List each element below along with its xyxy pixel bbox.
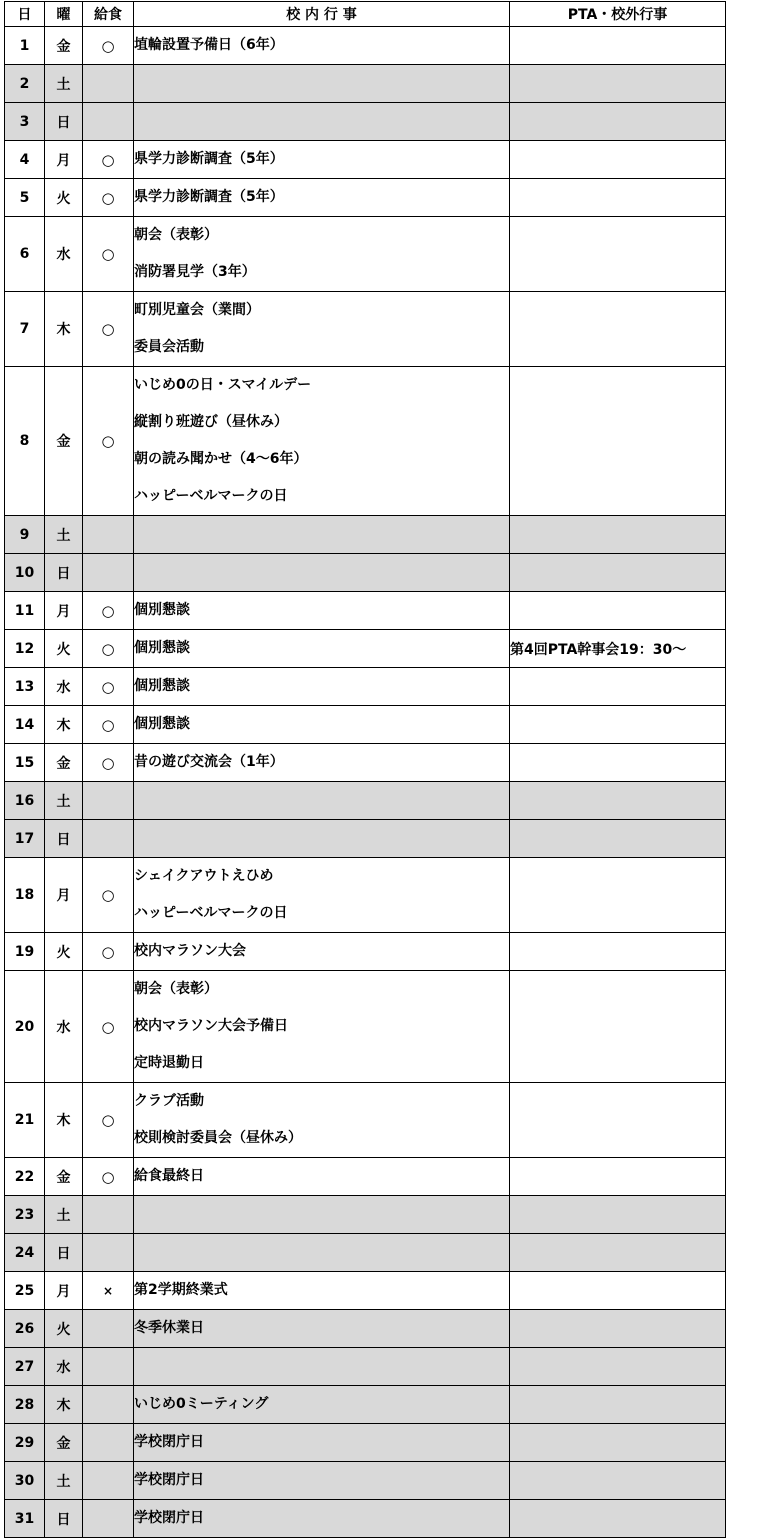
schedule-row (5, 141, 726, 179)
school-event-item: 県学力診断調査（5年） (134, 189, 284, 205)
day-cell: 15 (5, 744, 45, 782)
day-cell: 26 (5, 1310, 45, 1348)
day-cell: 22 (5, 1158, 45, 1196)
schedule-row (5, 179, 726, 217)
school-event-item: 朝の読み聞かせ（4～6年） (134, 451, 308, 467)
schedule-row (5, 1310, 726, 1348)
school-events-cell (134, 858, 510, 933)
school-event-item: 冬季休業日 (134, 1320, 204, 1336)
lunch-cell (83, 27, 134, 65)
weekday-cell: 金 (45, 367, 83, 516)
school-events-cell (134, 1083, 510, 1158)
weekday-cell: 土 (45, 782, 83, 820)
pta-events-cell (510, 292, 726, 367)
header-school-events: 校 内 行 事 (134, 2, 510, 27)
lunch-mark: ○ (101, 886, 115, 904)
lunch-mark: ○ (101, 601, 115, 620)
lunch-cell (83, 971, 134, 1083)
weekday-cell: 土 (45, 516, 83, 554)
day-cell: 17 (5, 820, 45, 858)
day-cell: 19 (5, 933, 45, 971)
schedule-row (5, 630, 726, 668)
lunch-cell (83, 516, 134, 554)
school-events-cell (134, 27, 510, 65)
header-row (5, 2, 726, 27)
day-cell: 10 (5, 554, 45, 592)
school-events-cell (134, 971, 510, 1083)
school-events-cell (134, 933, 510, 971)
schedule-row (5, 1196, 726, 1234)
pta-events-cell (510, 1158, 726, 1196)
lunch-cell (83, 1083, 134, 1158)
lunch-cell (83, 1386, 134, 1424)
day-cell: 27 (5, 1348, 45, 1386)
lunch-cell (83, 630, 134, 668)
school-events-cell (134, 668, 510, 706)
lunch-cell (83, 1424, 134, 1462)
lunch-cell (83, 782, 134, 820)
schedule-row (5, 65, 726, 103)
pta-events-cell (510, 1348, 726, 1386)
schedule-row (5, 292, 726, 367)
weekday-cell: 金 (45, 27, 83, 65)
schedule-row (5, 1348, 726, 1386)
school-events-cell (134, 630, 510, 668)
school-events-cell (134, 1386, 510, 1424)
pta-events-cell (510, 858, 726, 933)
day-cell: 25 (5, 1272, 45, 1310)
school-event-item: 昔の遊び交流会（1年） (134, 754, 284, 770)
lunch-mark: ○ (101, 639, 115, 658)
pta-events-cell (510, 592, 726, 630)
schedule-row (5, 367, 726, 516)
lunch-cell (83, 217, 134, 292)
school-events-cell (134, 1234, 510, 1272)
school-events-cell (134, 141, 510, 179)
school-events-cell (134, 1462, 510, 1500)
pta-events-cell (510, 179, 726, 217)
weekday-cell: 月 (45, 858, 83, 933)
day-cell: 11 (5, 592, 45, 630)
school-event-item: 埴輪設置予備日（6年） (134, 37, 284, 53)
schedule-row (5, 858, 726, 933)
day-cell: 29 (5, 1424, 45, 1462)
schedule-row (5, 1424, 726, 1462)
schedule-row (5, 1272, 726, 1310)
pta-events-cell (510, 782, 726, 820)
school-event-item: 町別児童会（業間） (134, 302, 260, 318)
lunch-mark: ○ (101, 942, 115, 961)
school-events-cell (134, 1158, 510, 1196)
school-event-item: ハッピーベルマークの日 (134, 488, 288, 504)
weekday-cell: 水 (45, 1348, 83, 1386)
lunch-mark: ○ (101, 753, 115, 772)
day-cell: 7 (5, 292, 45, 367)
weekday-cell: 金 (45, 1158, 83, 1196)
pta-events-cell (510, 1234, 726, 1272)
schedule-row (5, 592, 726, 630)
lunch-mark: ○ (101, 36, 115, 55)
lunch-mark: ○ (101, 432, 115, 450)
pta-events-cell (510, 1500, 726, 1538)
lunch-mark: ○ (101, 1111, 115, 1129)
header-lunch: 給食 (83, 2, 134, 27)
weekday-cell: 木 (45, 1386, 83, 1424)
lunch-cell (83, 1234, 134, 1272)
weekday-cell: 日 (45, 103, 83, 141)
school-event-item: 第2学期終業式 (134, 1282, 228, 1298)
lunch-mark: × (102, 1283, 114, 1298)
day-cell: 24 (5, 1234, 45, 1272)
school-events-cell (134, 592, 510, 630)
lunch-cell (83, 820, 134, 858)
weekday-cell: 月 (45, 592, 83, 630)
weekday-cell: 木 (45, 292, 83, 367)
school-events-cell (134, 217, 510, 292)
school-events-cell (134, 1348, 510, 1386)
weekday-cell: 日 (45, 1234, 83, 1272)
lunch-cell (83, 1158, 134, 1196)
weekday-cell: 日 (45, 554, 83, 592)
schedule-row (5, 1386, 726, 1424)
school-events-cell (134, 516, 510, 554)
lunch-cell (83, 65, 134, 103)
school-event-item: 個別懇談 (134, 640, 190, 656)
pta-events-cell (510, 367, 726, 516)
lunch-cell (83, 1196, 134, 1234)
lunch-cell (83, 1310, 134, 1348)
school-event-item: 個別懇談 (134, 716, 190, 732)
day-cell: 20 (5, 971, 45, 1083)
school-events-cell (134, 782, 510, 820)
schedule-row (5, 27, 726, 65)
weekday-cell: 火 (45, 179, 83, 217)
weekday-cell: 日 (45, 1500, 83, 1538)
lunch-cell (83, 744, 134, 782)
weekday-cell: 土 (45, 65, 83, 103)
weekday-cell: 火 (45, 1310, 83, 1348)
pta-events-cell (510, 820, 726, 858)
lunch-cell (83, 367, 134, 516)
lunch-cell (83, 179, 134, 217)
schedule-row (5, 1158, 726, 1196)
lunch-cell (83, 292, 134, 367)
lunch-cell (83, 1348, 134, 1386)
lunch-mark: ○ (101, 715, 115, 734)
day-cell: 21 (5, 1083, 45, 1158)
school-event-item: 縦割り班遊び（昼休み） (134, 414, 288, 430)
pta-events-cell (510, 971, 726, 1083)
school-events-cell (134, 1196, 510, 1234)
day-cell: 2 (5, 65, 45, 103)
pta-events-cell (510, 1386, 726, 1424)
pta-events-cell (510, 103, 726, 141)
day-cell: 6 (5, 217, 45, 292)
school-event-item: 校則検討委員会（昼休み） (134, 1130, 302, 1146)
school-event-item: いじめ0ミーティング (134, 1396, 269, 1412)
weekday-cell: 火 (45, 933, 83, 971)
school-event-item: いじめ0の日・スマイルデー (134, 377, 312, 393)
school-event-item: 個別懇談 (134, 602, 190, 618)
lunch-mark: ○ (101, 320, 115, 338)
schedule-row (5, 933, 726, 971)
lunch-cell (83, 1500, 134, 1538)
pta-events-cell (510, 744, 726, 782)
school-event-item: 個別懇談 (134, 678, 190, 694)
school-event-item: 朝会（表彰） (134, 227, 218, 243)
school-events-cell (134, 103, 510, 141)
day-cell: 16 (5, 782, 45, 820)
school-events-cell (134, 1272, 510, 1310)
weekday-cell: 水 (45, 971, 83, 1083)
day-cell: 13 (5, 668, 45, 706)
school-event-item: シェイクアウトえひめ (134, 868, 274, 884)
weekday-cell: 土 (45, 1196, 83, 1234)
school-events-cell (134, 65, 510, 103)
pta-events-cell (510, 1424, 726, 1462)
pta-events-cell (510, 1083, 726, 1158)
lunch-mark: ○ (101, 1017, 115, 1036)
weekday-cell: 水 (45, 668, 83, 706)
header-pta-events: PTA・校外行事 (510, 2, 726, 27)
lunch-cell (83, 554, 134, 592)
day-cell: 14 (5, 706, 45, 744)
schedule-row (5, 820, 726, 858)
pta-events-cell (510, 1462, 726, 1500)
schedule-row (5, 744, 726, 782)
schedule-row (5, 103, 726, 141)
weekday-cell: 月 (45, 1272, 83, 1310)
weekday-cell: 火 (45, 630, 83, 668)
school-event-item: 県学力診断調査（5年） (134, 151, 284, 167)
pta-events-cell (510, 1272, 726, 1310)
pta-events-cell (510, 27, 726, 65)
day-cell: 30 (5, 1462, 45, 1500)
lunch-cell (83, 1272, 134, 1310)
school-event-item: ハッピーベルマークの日 (134, 905, 288, 921)
lunch-mark: ○ (101, 188, 115, 207)
lunch-cell (83, 858, 134, 933)
day-cell: 28 (5, 1386, 45, 1424)
day-cell: 4 (5, 141, 45, 179)
school-event-item: 校内マラソン大会予備日 (134, 1018, 288, 1034)
school-event-item: 学校閉庁日 (134, 1434, 204, 1450)
monthly-schedule-table (4, 1, 726, 1538)
day-cell: 12 (5, 630, 45, 668)
lunch-cell (83, 706, 134, 744)
weekday-cell: 金 (45, 1424, 83, 1462)
pta-events-cell (510, 668, 726, 706)
schedule-row (5, 1234, 726, 1272)
lunch-cell (83, 141, 134, 179)
school-events-cell (134, 292, 510, 367)
school-events-cell (134, 1310, 510, 1348)
pta-events-cell (510, 1310, 726, 1348)
pta-events-cell (510, 933, 726, 971)
lunch-mark: ○ (101, 245, 115, 263)
schedule-row (5, 516, 726, 554)
pta-events-cell (510, 554, 726, 592)
lunch-mark: ○ (101, 1167, 115, 1186)
lunch-cell (83, 933, 134, 971)
school-events-cell (134, 1424, 510, 1462)
pta-events-cell (510, 65, 726, 103)
pta-events-cell (510, 141, 726, 179)
pta-events-cell (510, 1196, 726, 1234)
header-weekday: 曜 (45, 2, 83, 27)
school-events-cell (134, 1500, 510, 1538)
weekday-cell: 土 (45, 1462, 83, 1500)
school-event-item: 学校閉庁日 (134, 1510, 204, 1526)
schedule-row (5, 971, 726, 1083)
school-events-cell (134, 554, 510, 592)
lunch-cell (83, 1462, 134, 1500)
day-cell: 23 (5, 1196, 45, 1234)
day-cell: 1 (5, 27, 45, 65)
school-event-item: 学校閉庁日 (134, 1472, 204, 1488)
schedule-row (5, 554, 726, 592)
school-events-cell (134, 367, 510, 516)
school-event-item: 定時退勤日 (134, 1055, 204, 1071)
pta-events-cell (510, 706, 726, 744)
schedule-row (5, 668, 726, 706)
school-event-item: 給食最終日 (134, 1168, 204, 1184)
weekday-cell: 日 (45, 820, 83, 858)
weekday-cell: 木 (45, 706, 83, 744)
pta-events-cell (510, 217, 726, 292)
school-event-item: 校内マラソン大会 (134, 943, 246, 959)
schedule-row (5, 706, 726, 744)
day-cell: 3 (5, 103, 45, 141)
weekday-cell: 月 (45, 141, 83, 179)
school-event-item: クラブ活動 (134, 1093, 204, 1109)
lunch-cell (83, 103, 134, 141)
pta-events-cell: 第4回PTA幹事会19：30～ (510, 630, 726, 668)
day-cell: 31 (5, 1500, 45, 1538)
school-event-item: 消防署見学（3年） (134, 264, 256, 280)
schedule-row (5, 782, 726, 820)
day-cell: 9 (5, 516, 45, 554)
school-events-cell (134, 179, 510, 217)
day-cell: 5 (5, 179, 45, 217)
header-day: 日 (5, 2, 45, 27)
schedule-row (5, 1462, 726, 1500)
weekday-cell: 木 (45, 1083, 83, 1158)
school-event-item: 朝会（表彰） (134, 981, 218, 997)
weekday-cell: 水 (45, 217, 83, 292)
day-cell: 18 (5, 858, 45, 933)
schedule-body (5, 27, 726, 1538)
weekday-cell: 金 (45, 744, 83, 782)
schedule-row (5, 1500, 726, 1538)
day-cell: 8 (5, 367, 45, 516)
lunch-mark: ○ (101, 150, 115, 169)
lunch-cell (83, 668, 134, 706)
schedule-row (5, 217, 726, 292)
schedule-row (5, 1083, 726, 1158)
school-event-item: 委員会活動 (134, 339, 204, 355)
lunch-cell (83, 592, 134, 630)
lunch-mark: ○ (101, 677, 115, 696)
school-events-cell (134, 820, 510, 858)
school-events-cell (134, 706, 510, 744)
pta-events-cell (510, 516, 726, 554)
school-events-cell (134, 744, 510, 782)
